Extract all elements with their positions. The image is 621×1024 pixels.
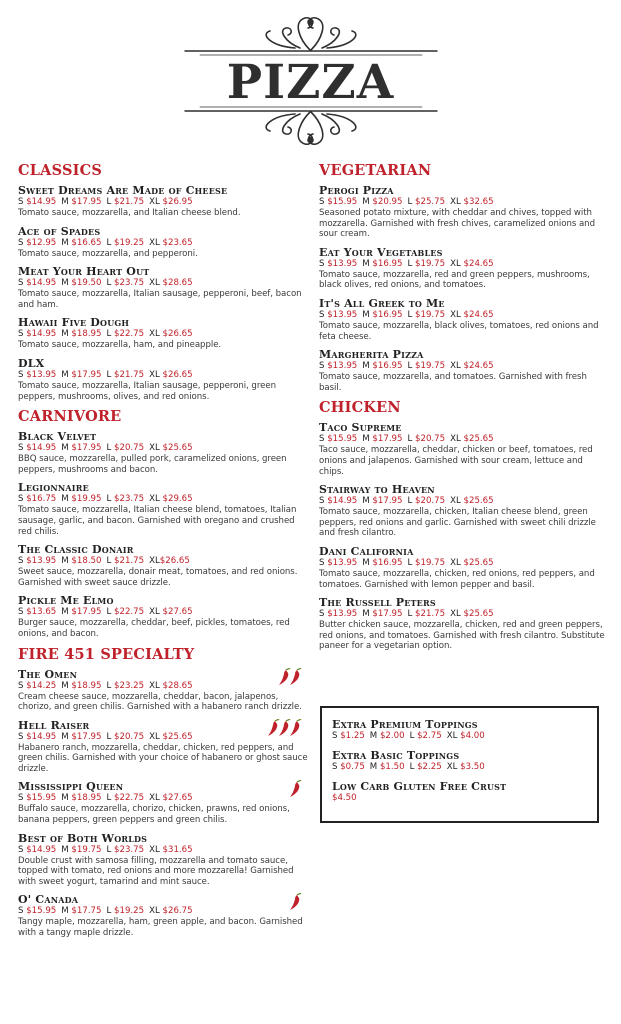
item-description: Cream cheese sauce, mozzarella, cheddar, bacon, jalapenos, chorizo, and green chilis. Garnished with a habanero ranch drizzle. (18, 691, 302, 713)
item-prices: S $13.95 M $16.95 L $19.75 XL $24.65 (319, 258, 494, 269)
price-small: $13.95 (26, 556, 57, 567)
price-large: $20.75 (415, 434, 446, 445)
item-description: Taco sauce, mozzarella, cheddar, chicken or beef, tomatoes, red onions and jalapenos. Garnished with sour cream, lettuce and chips. (319, 445, 593, 477)
extra-name: Extra Premium Toppings (332, 718, 478, 731)
price-large: $21.75 (415, 609, 446, 620)
price-xlarge: $24.65 (463, 258, 494, 269)
page-title: PIZZA (226, 55, 395, 110)
item-description: Butter chicken sauce, mozzarella, chicken, red and green peppers, red onions, and tomatoes. Garnished with fresh cilantro. Substitute paneer for a vegetarian option. (319, 620, 605, 652)
extra-option (332, 718, 597, 742)
price-large: $23.25 (114, 680, 145, 691)
spicy-indicator (269, 719, 302, 737)
price-small: $15.95 (26, 793, 57, 804)
price-medium: $17.95 (71, 443, 102, 454)
item-name: O' Canada (18, 893, 79, 907)
price-large: $19.75 (415, 309, 446, 320)
menu-item (319, 297, 609, 342)
price-large: $23.75 (114, 278, 145, 289)
section-title: VEGETARIAN (319, 162, 432, 179)
price-small: $15.95 (327, 197, 358, 207)
section-title: CLASSICS (18, 162, 103, 179)
price-xlarge: $25.65 (463, 496, 494, 507)
price-large: $25.75 (415, 197, 446, 207)
menu-item (18, 719, 308, 775)
price-medium: $19.75 (71, 844, 102, 855)
price-small: $0.75 (340, 762, 365, 772)
price-small: $13.95 (327, 258, 358, 269)
chili-pepper-icon (288, 668, 302, 686)
menu-item (18, 832, 308, 888)
item-name: Legionnaire (18, 481, 89, 495)
price-xlarge: $31.65 (162, 844, 193, 855)
price-large: $23.75 (114, 844, 145, 855)
price-large: $19.75 (415, 258, 446, 269)
extra-name: Low Carb Gluten Free Crust (332, 780, 507, 793)
price-medium: $16.95 (372, 361, 403, 372)
price-xlarge: $27.65 (162, 607, 193, 618)
price-large: $21.75 (114, 197, 145, 207)
price-xlarge: $29.65 (162, 494, 193, 505)
menu-item (18, 668, 308, 713)
left-column (18, 162, 308, 945)
item-description: Tangy maple, mozzarella, ham, green apple, and bacon. Garnished with a tangy maple drizzle. (18, 917, 303, 939)
spicy-indicator (291, 780, 302, 798)
item-prices: S $15.95 M $20.95 L $25.75 XL $32.65 (319, 197, 494, 207)
price-large: $20.75 (114, 731, 145, 742)
price-xlarge: $25.65 (463, 609, 494, 620)
item-description: Seasoned potato mixture, with cheddar and chives, topped with mozzarella. Garnished with fresh chives, caramelized onions and sour cream. (319, 208, 595, 240)
extra-option (332, 780, 597, 804)
item-description: Tomato sauce, mozzarella, Italian sausage, pepperoni, green peppers, mushrooms, olives, and red onions. (18, 380, 277, 402)
price-medium: $17.95 (71, 369, 102, 380)
item-prices: S $14.95 M $19.50 L $23.75 XL $28.65 (18, 278, 193, 289)
price-medium: $17.95 (71, 197, 102, 207)
price-xlarge: $3.50 (460, 762, 485, 772)
menu-item (319, 545, 609, 590)
price-medium: $2.00 (379, 731, 405, 741)
price-large: $20.75 (114, 443, 145, 454)
price-xlarge: $25.65 (463, 557, 494, 568)
price-large: $19.25 (114, 237, 145, 248)
item-description: Tomato sauce, mozzarella, chicken, red onions, red peppers, and tomatoes. Garnished with lemon pepper and basil. (319, 568, 595, 590)
item-description: Tomato sauce, mozzarella, Italian cheese blend, tomatoes, Italian sausage, garlic, and bacon. Garnished with oregano and crushed red chilis. (18, 505, 297, 537)
item-description: Sweet sauce, mozzarella, donair meat, tomatoes, and red onions. Garnished with sweet sauce drizzle. (18, 567, 298, 588)
price-small: $14.95 (26, 329, 57, 340)
item-description: Tomato sauce, mozzarella, Italian sausage, pepperoni, beef, bacon and ham. (18, 289, 302, 310)
item-prices: S $14.95 M $17.95 L $20.75 XL $25.65 (319, 496, 494, 507)
item-prices: S $15.95 M $17.95 L $20.75 XL $25.65 (319, 434, 494, 445)
price-small: $13.95 (327, 361, 358, 372)
item-description: BBQ sauce, mozzarella, pulled pork, caramelized onions, green peppers, mushrooms and bacon. (18, 454, 287, 475)
price-large: $22.75 (114, 793, 145, 804)
item-name: Perogi Pizza (319, 184, 394, 197)
price-small: $15.95 (327, 434, 358, 445)
menu-item (319, 184, 609, 240)
item-prices: S $13.95 M $17.95 L $21.75 XL $26.65 (18, 369, 193, 380)
price-xlarge: $4.00 (460, 731, 485, 741)
price-medium: $19.95 (71, 494, 102, 505)
price-small: $14.95 (26, 844, 57, 855)
menu-item (18, 265, 308, 310)
menu-header (0, 0, 621, 160)
price-small: $16.75 (26, 494, 57, 505)
item-name: The Omen (18, 667, 78, 681)
menu-item (319, 596, 609, 652)
item-name: Mississippi Queen (18, 780, 124, 794)
price-medium: $16.65 (71, 237, 102, 248)
extra-prices: S $0.75 M $1.50 L $2.25 XL $3.50 (332, 762, 485, 772)
price-small: $15.95 (26, 906, 57, 917)
price-medium: $17.75 (71, 906, 102, 917)
item-prices: S $15.95 M $17.75 L $19.25 XL $26.75 (18, 906, 193, 917)
item-name: Meat Your Heart Out (18, 265, 150, 279)
menu-item (18, 481, 308, 537)
price-medium: $19.50 (71, 278, 102, 289)
item-prices: S $13.95 M $17.95 L $21.75 XL $25.65 (319, 609, 494, 620)
price-large: $19.25 (114, 906, 145, 917)
item-name: Dani California (319, 544, 414, 558)
price-xlarge: $26.65 (162, 329, 193, 340)
price-small: $12.95 (26, 237, 57, 248)
section-title: CARNIVORE (18, 408, 122, 426)
menu-item (18, 316, 308, 351)
price-small: $13.95 (327, 309, 358, 320)
menu-item (18, 780, 308, 825)
price-large: $19.75 (415, 361, 446, 372)
price-medium: $1.50 (379, 762, 405, 772)
price-large: $22.75 (114, 607, 145, 618)
item-prices: S $13.65 M $17.95 L $22.75 XL $27.65 (18, 607, 193, 618)
item-description: Tomato sauce, mozzarella, black olives, tomatoes, red onions and feta cheese. (319, 320, 599, 342)
price-large: $21.75 (114, 556, 145, 567)
chili-pepper-icon (288, 719, 302, 737)
price-large: $2.25 (417, 762, 442, 772)
price-medium: $16.95 (372, 309, 403, 320)
extra-prices: S $1.25 M $2.00 L $2.75 XL $4.00 (332, 731, 485, 741)
item-name: The Classic Donair (18, 543, 134, 557)
extra-price: $4.50 (332, 793, 357, 803)
item-prices: S $13.95 M $16.95 L $19.75 XL $24.65 (319, 361, 494, 372)
item-name: Pickle Me Elmo (18, 594, 114, 608)
item-description: Tomato sauce, mozzarella, and Italian cheese blend. (18, 208, 241, 218)
price-xlarge: $28.65 (162, 278, 193, 289)
price-xlarge: $26.95 (162, 197, 193, 207)
price-xlarge: $24.65 (463, 361, 494, 372)
menu-section (18, 408, 308, 639)
price-small: $13.95 (327, 557, 358, 568)
price-xlarge: $32.65 (463, 197, 494, 207)
price-small: $14.95 (327, 496, 358, 507)
price-medium: $18.95 (71, 793, 102, 804)
price-small: $13.95 (26, 369, 57, 380)
chili-pepper-icon (288, 780, 302, 798)
spicy-indicator (280, 668, 302, 686)
price-xlarge: $26.65 (162, 369, 193, 380)
item-prices: S $15.95 M $18.95 L $22.75 XL $27.65 (18, 793, 193, 804)
extras-box (320, 706, 599, 823)
menu-item (18, 225, 308, 260)
price-xlarge: $26.65 (159, 556, 190, 567)
item-prices: S $13.95 M $16.95 L $19.75 XL $24.65 (319, 309, 494, 320)
menu-item (18, 430, 308, 475)
section-title: CHICKEN (319, 399, 401, 417)
item-description: Buffalo sauce, mozzarella, chorizo, chicken, prawns, red onions, banana peppers, green peppers and green chilis. (18, 804, 290, 826)
item-prices: S $12.95 M $16.65 L $19.25 XL $23.65 (18, 237, 193, 248)
menu-section (319, 162, 609, 393)
price-small: $1.25 (340, 731, 365, 741)
item-name: The Russell Peters (319, 596, 436, 610)
price-medium: $17.95 (372, 496, 403, 507)
menu-item (18, 184, 308, 219)
chili-pepper-icon (288, 893, 302, 911)
right-column (319, 162, 609, 658)
menu-item (18, 893, 308, 938)
item-name: Eat Your Vegetables (319, 245, 443, 259)
item-name: Stairway to Heaven (319, 483, 435, 497)
item-description: Tomato sauce, mozzarella, and tomatoes. Garnished with fresh basil. (319, 372, 587, 393)
menu-item (319, 348, 609, 393)
item-prices: S $14.95 M $17.95 L $20.75 XL $25.65 (18, 731, 193, 742)
item-name: Black Velvet (18, 430, 97, 444)
price-small: $14.25 (26, 680, 57, 691)
price-medium: $16.95 (372, 258, 403, 269)
item-description: Double crust with samosa filling, mozzarella and tomato sauce, topped with tomato, red onions and more mozzarella! Garnished with sweet yogurt, tamarind and mint sauce. (18, 855, 294, 887)
item-description: Tomato sauce, mozzarella, ham, and pineapple. (18, 340, 222, 351)
price-large: $21.75 (114, 369, 145, 380)
item-name: Margherita Pizza (319, 348, 424, 362)
price-xlarge: $25.65 (162, 443, 193, 454)
item-prices: S $13.95 M $16.95 L $19.75 XL $25.65 (319, 557, 494, 568)
menu-item (18, 357, 308, 402)
price-xlarge: $25.65 (463, 434, 494, 445)
menu-item (18, 594, 308, 639)
item-name: Taco Supreme (319, 421, 402, 435)
item-prices: S $13.95 M $18.50 L $21.75 XL$26.65 (18, 556, 190, 567)
price-small: $14.95 (26, 197, 57, 207)
price-medium: $16.95 (372, 557, 403, 568)
spicy-indicator (291, 893, 302, 911)
menu-item (319, 421, 609, 477)
price-small: $13.65 (26, 607, 57, 618)
price-large: $22.75 (114, 329, 145, 340)
item-description: Tomato sauce, mozzarella, chicken, Italian cheese blend, green peppers, red onions and garlic. Garnished with sweet chili drizzle and fresh cilantro. (319, 507, 596, 539)
price-large: $19.75 (415, 557, 446, 568)
price-xlarge: $28.65 (162, 680, 193, 691)
item-prices: S $14.95 M $17.95 L $20.75 XL $25.65 (18, 443, 193, 454)
item-name: Hawaii Five Dough (18, 316, 130, 330)
item-name: Sweet Dreams Are Made of Cheese (18, 184, 228, 197)
extra-option (332, 749, 597, 773)
price-medium: $17.95 (372, 434, 403, 445)
price-medium: $17.95 (71, 607, 102, 618)
menu-item (319, 246, 609, 291)
price-large: $23.75 (114, 494, 145, 505)
price-medium: $18.95 (71, 329, 102, 340)
item-name: Ace of Spades (18, 224, 101, 238)
price-xlarge: $27.65 (162, 793, 193, 804)
price-medium: $17.95 (71, 731, 102, 742)
menu-section (18, 646, 308, 939)
price-small: $14.95 (26, 278, 57, 289)
item-name: Hell Raiser (18, 718, 90, 732)
price-large: $20.75 (415, 496, 446, 507)
price-xlarge: $26.75 (162, 906, 193, 917)
item-name: DLX (18, 356, 45, 370)
price-medium: $18.50 (71, 556, 102, 567)
menu-item (319, 483, 609, 539)
item-prices: S $14.95 M $19.75 L $23.75 XL $31.65 (18, 844, 193, 855)
item-prices: S $14.95 M $17.95 L $21.75 XL $26.95 (18, 197, 193, 207)
price-medium: $18.95 (71, 680, 102, 691)
menu-item (18, 543, 308, 588)
extra-name: Extra Basic Toppings (332, 749, 460, 762)
price-small: $14.95 (26, 443, 57, 454)
menu-section (319, 399, 609, 652)
price-large: $2.75 (417, 731, 442, 741)
item-description: Tomato sauce, mozzarella, red and green peppers, mushrooms, black olives, red onions, and tomatoes. (319, 269, 590, 291)
price-xlarge: $23.65 (162, 237, 193, 248)
item-name: Best of Both Worlds (18, 831, 148, 845)
price-xlarge: $25.65 (162, 731, 193, 742)
item-description: Burger sauce, mozzarella, cheddar, beef, pickles, tomatoes, red onions, and bacon. (18, 618, 290, 639)
item-name: It's All Greek to Me (319, 296, 445, 310)
item-description: Tomato sauce, mozzarella, and pepperoni. (18, 248, 198, 259)
price-small: $13.95 (327, 609, 358, 620)
section-title: FIRE 451 SPECIALTY (18, 645, 195, 663)
price-medium: $20.95 (372, 197, 403, 207)
item-prices: S $14.25 M $18.95 L $23.25 XL $28.65 (18, 680, 193, 691)
price-xlarge: $24.65 (463, 309, 494, 320)
item-description: Habanero ranch, mozzarella, cheddar, chicken, red peppers, and green chilis. Garnished with your choice of habanero or ghost sauce drizzle. (18, 742, 308, 774)
price-medium: $17.95 (372, 609, 403, 620)
menu-section (18, 162, 308, 402)
price-small: $14.95 (26, 731, 57, 742)
item-prices: S $16.75 M $19.95 L $23.75 XL $29.65 (18, 494, 193, 505)
item-prices: S $14.95 M $18.95 L $22.75 XL $26.65 (18, 329, 193, 340)
